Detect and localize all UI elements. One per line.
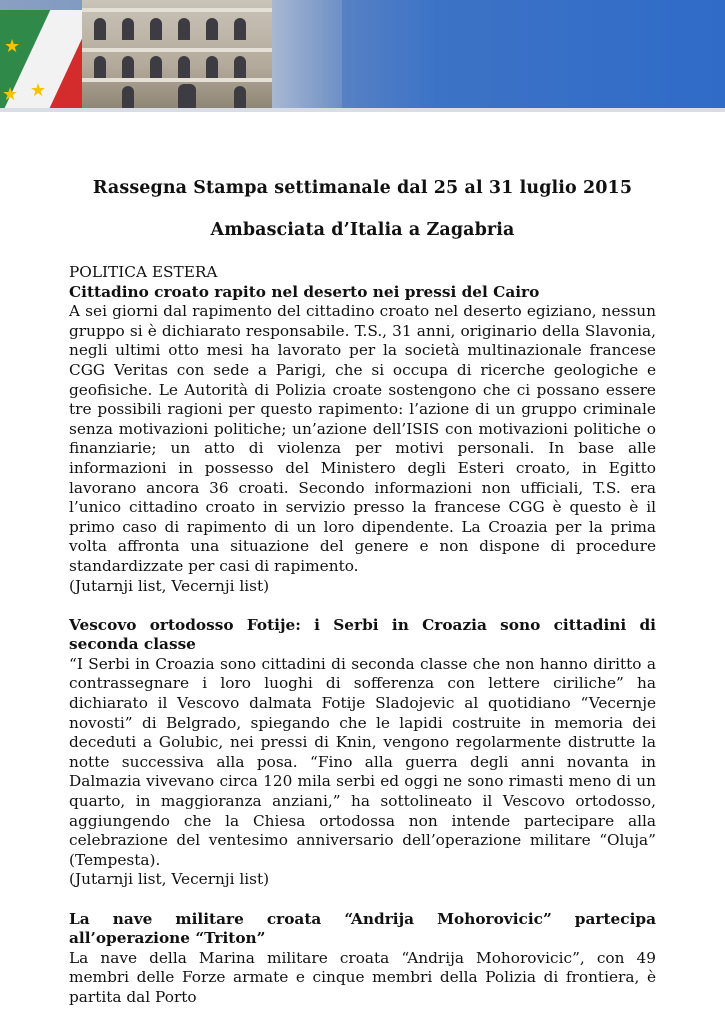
article-body: La nave della Marina militare croata “Andrija Mohorovicic”, con 49 membri delle Forze armate e cinque membri della Polizia di frontiera, è partita dal Porto: [69, 948, 656, 1006]
article-heading: Cittadino croato rapito nel deserto nei pressi del Cairo: [69, 282, 540, 301]
banner-fade: [272, 0, 342, 110]
article-source: (Jutarnji list, Vecernji list): [69, 870, 270, 889]
article-source: (Jutarnji list, Vecernji list): [69, 576, 270, 595]
document-title: Rassegna Stampa settimanale dal 25 al 31 luglio 2015: [92, 178, 633, 198]
header-banner: [0, 0, 725, 110]
document-body: [69, 263, 656, 1008]
article: [69, 910, 656, 1008]
document-subtitle: Ambasciata d’Italia a Zagabria: [210, 220, 515, 240]
eu-star-icon: ★: [2, 84, 19, 105]
banner-divider: [0, 108, 725, 112]
eu-star-icon: ★: [30, 80, 47, 101]
article-heading: La nave militare croata “Andrija Mohorovicic” partecipa all’operazione “Triton”: [69, 909, 656, 948]
article-body: “I Serbi in Croazia sono cittadini di seconda classe che non hanno diritto a contrassegnare i loro luoghi di sofferenza con lettere ciriliche” ha dichiarato il Vescovo dalmata Fotije Sladojevic al quotidiano “Vecernje novosti” di Belgrado, spiegando che le lapidi costruite in memoria dei deceduti a Golubic, nei pressi di Knin, vengono regolarmente distrutte la notte successiva alla posa. “Fino alla guerra degli anni novanta in Dalmazia vivevano circa 120 mila serbi ed oggi ne sono rimasti meno di un quarto, in maggioranza anziani,” ha sottolineato il Vescovo ortodosso, aggiungendo che la Chiesa ortodossa non intende partecipare alla celebrazione del ventesimo anniversario dell’operazione militare “Oluja” (Tempesta).: [69, 654, 656, 869]
article: [69, 283, 656, 597]
article-body: A sei giorni dal rapimento del cittadino croato nel deserto egiziano, nessun gruppo si è dichiarato responsabile. T.S., 31 anni, originario della Slavonia, negli ultimi otto mesi ha lavorato per la società multinazionale francese CGG Veritas con sede a Parigi, che si occupa di ricerche geologiche e geofisiche. Le Autorità di Polizia croate sostengono che ci possano essere tre possibili ragioni per questo rapimento: l’azione di un gruppo criminale senza motivazioni politiche; un’azione dell’ISIS con motivazioni politiche o finanziarie; un atto di violenza per motivi personali. In base alle informazioni in possesso del Ministero degli Esteri croato, in Egitto lavorano ancora 36 croati. Secondo informazioni non ufficiali, T.S. era l’unico cittadino croato in servizio presso la francese CGG è questo è il primo caso di rapimento di un loro dipendente. La Croazia per la prima volta affronta una situazione del genere e non dispone di procedure standardizzate per casi di rapimento.: [69, 302, 656, 575]
section-label: POLITICA ESTERA: [69, 263, 218, 281]
eu-star-icon: ★: [4, 36, 21, 57]
article-heading: Vescovo ortodosso Fotije: i Serbi in Croazia sono cittadini di seconda classe: [69, 615, 656, 654]
article: [69, 616, 656, 890]
embassy-building-photo: [82, 0, 272, 110]
